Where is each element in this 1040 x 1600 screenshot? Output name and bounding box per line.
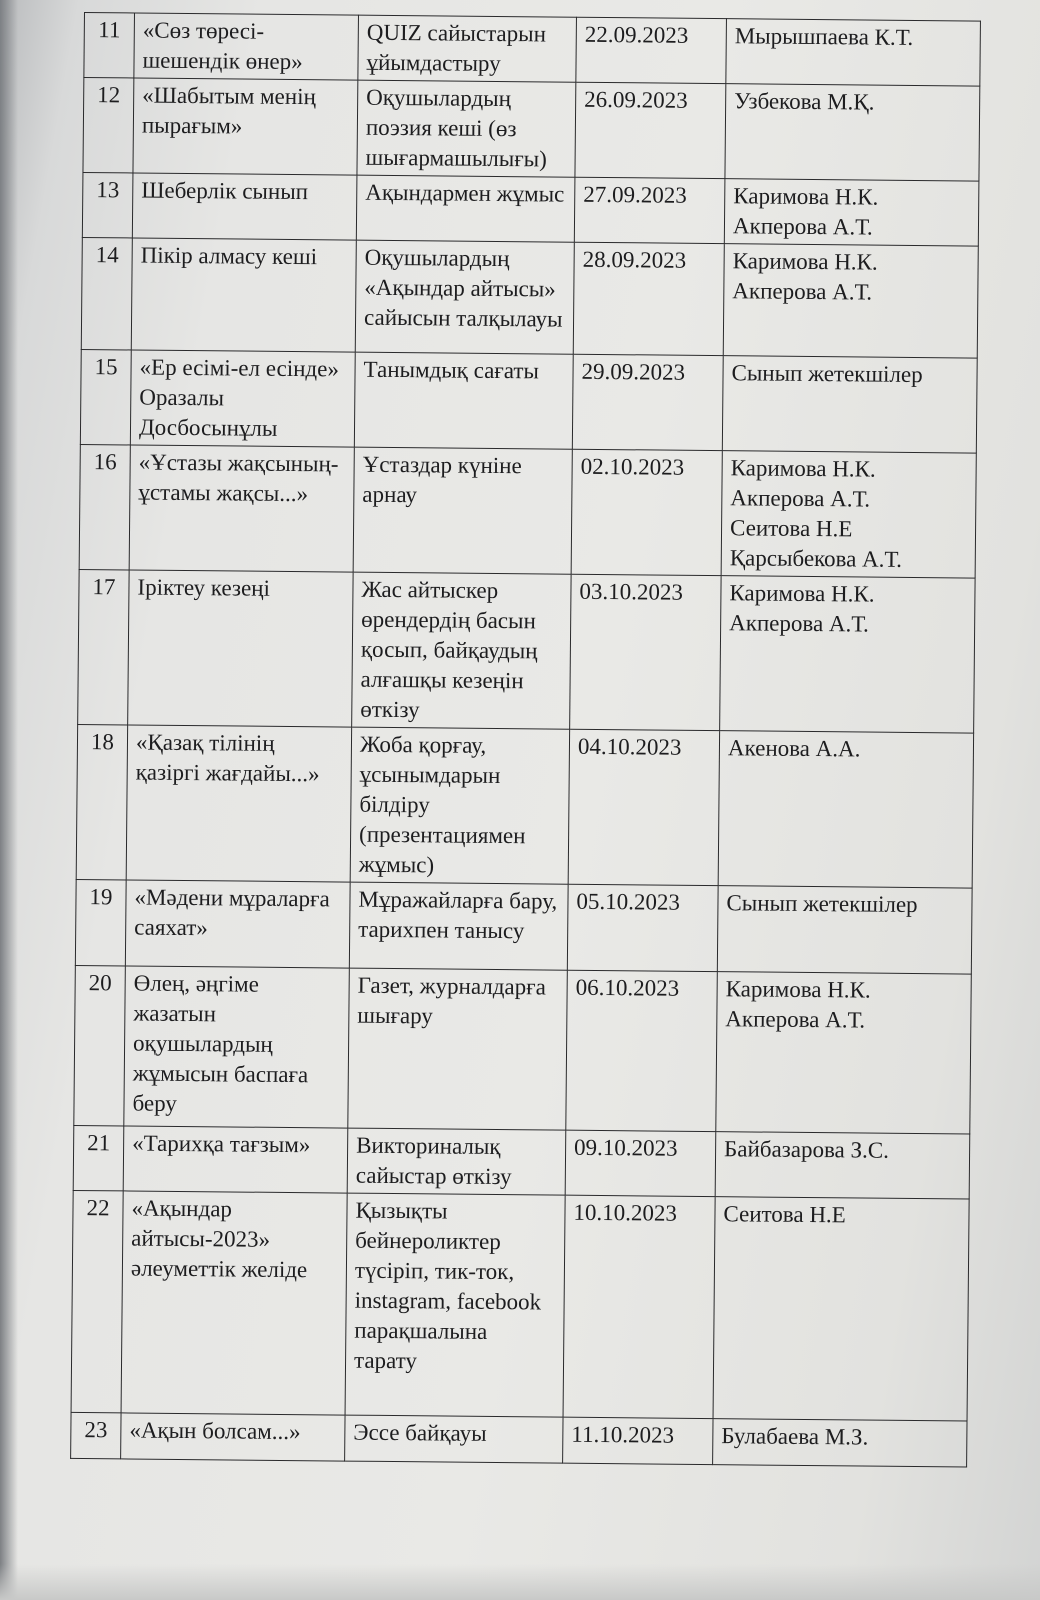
row-number: 16 — [79, 444, 130, 569]
event-date: 06.10.2023 — [566, 970, 718, 1131]
table-row — [75, 879, 972, 974]
event-name: «Ақындар айтысы-2023» әлеуметтік желіде — [121, 1191, 347, 1415]
event-name: Өлең, әңгіме жазатын оқушылардың жұмысын баспаға беру — [124, 966, 350, 1128]
table-row — [74, 965, 971, 1134]
event-form: Эссе байқауы — [345, 1415, 563, 1463]
row-number: 18 — [76, 724, 127, 879]
event-form: Жоба қорғау, ұсынымдарын білдіру (презентациямен жұмыс) — [350, 727, 569, 884]
page-edge-shadow — [0, 0, 18, 1600]
table-row — [71, 1412, 967, 1467]
event-name: «Тарихқа тағзым» — [123, 1126, 348, 1193]
event-form: Ұстаздар күніне арнау — [353, 447, 572, 574]
event-form: Қызықты бейнероликтер түсіріп, тик-ток, instagram, facebook парақшалына тарату — [345, 1193, 565, 1417]
responsible-persons — [716, 972, 972, 1134]
table-row — [82, 172, 979, 246]
responsible-person: Каримова Н.К. — [729, 580, 875, 607]
responsible-person: Каримова Н.К. — [732, 248, 878, 275]
event-date: 22.09.2023 — [576, 17, 727, 83]
responsible-person: Сеитова Н.Е — [729, 515, 853, 542]
event-date: 28.09.2023 — [573, 242, 724, 355]
responsible-persons — [721, 451, 976, 578]
event-name: Пікір алмасу кеші — [131, 238, 356, 352]
responsible-person: Акперова А.Т. — [729, 610, 869, 637]
row-number: 19 — [75, 879, 126, 965]
event-name: «Ер есімі-ел есінде» Оразалы Досбосынұлы — [130, 350, 355, 447]
event-form: Мұражайларға бару, тарихпен танысу — [349, 882, 568, 970]
responsible-person: Сынып жетекшілер — [731, 360, 923, 388]
responsible-person: Мырышпаева К.Т. — [734, 23, 914, 50]
event-date: 05.10.2023 — [567, 884, 718, 971]
responsible-person: Каримова Н.К. — [730, 455, 876, 482]
event-name: «Қазақ тілінің қазіргі жағдайы...» — [126, 725, 351, 882]
responsible-persons — [723, 244, 978, 358]
event-form: Оқушылардың «Ақындар айтысы» сайысын талқылауы — [355, 240, 574, 354]
event-form: Ақындармен жұмыс — [356, 175, 575, 242]
event-date: 27.09.2023 — [574, 177, 725, 243]
event-date: 26.09.2023 — [575, 82, 726, 178]
row-number: 20 — [74, 965, 126, 1125]
event-name: «Сөз төресі-шешендік өнер» — [134, 13, 359, 80]
table-row — [84, 13, 981, 87]
responsible-person: Каримова Н.К. — [725, 976, 871, 1003]
responsible-persons — [724, 179, 979, 246]
responsible-persons — [717, 886, 972, 974]
event-name: «Мәдени мұраларға саяхат» — [125, 880, 350, 968]
event-date: 10.10.2023 — [563, 1195, 715, 1418]
page-bottom-shadow — [0, 1564, 1040, 1600]
responsible-person: Сеитова Н.Е — [723, 1201, 846, 1228]
responsible-person: Сынып жетекшілер — [726, 890, 918, 918]
responsible-person: Узбекова М.Қ. — [734, 88, 875, 115]
table-body — [71, 13, 981, 1468]
row-number: 21 — [73, 1125, 124, 1190]
responsible-person: Қарсыбекова А.Т. — [729, 545, 903, 572]
row-number: 14 — [81, 237, 132, 349]
event-form: Жас айтыскер өрендердің басын қосып, байқаудың алғашқы кезеңін өткізу — [352, 572, 571, 729]
event-form: Оқушылардың поэзия кеші (өз шығармашылығы) — [357, 80, 576, 177]
responsible-person: Акперова А.Т. — [725, 1006, 866, 1033]
event-name: «Ақын болсам...» — [121, 1413, 345, 1461]
table-row — [76, 724, 973, 888]
responsible-persons — [713, 1197, 969, 1421]
event-date: 29.09.2023 — [572, 354, 723, 450]
responsible-persons — [715, 1132, 970, 1199]
responsible-person: Байбазарова З.С. — [723, 1136, 890, 1163]
responsible-persons — [713, 1419, 967, 1467]
table-row — [81, 237, 978, 358]
responsible-person: Акенова А.А. — [727, 735, 861, 762]
responsible-person: Булабаева М.З. — [721, 1423, 869, 1450]
responsible-persons — [722, 356, 977, 453]
row-number: 17 — [78, 569, 129, 724]
event-form: Викториналық сайыстар өткізу — [347, 1128, 566, 1195]
table-row — [78, 569, 975, 733]
event-name: «Ұстазы жақсының-ұстамы жақсы...» — [129, 445, 354, 572]
event-date: 04.10.2023 — [568, 729, 719, 885]
event-form: Газет, журналдарға шығару — [348, 968, 568, 1130]
row-number: 23 — [71, 1412, 121, 1458]
event-form: Танымдық сағаты — [354, 352, 573, 449]
schedule-table-wrapper — [70, 12, 981, 1468]
event-date: 11.10.2023 — [563, 1417, 713, 1464]
responsible-persons — [725, 84, 980, 181]
table-row — [71, 1190, 969, 1421]
event-date: 02.10.2023 — [571, 449, 722, 575]
event-date: 09.10.2023 — [565, 1130, 716, 1196]
row-number: 15 — [80, 349, 131, 444]
responsible-persons — [726, 19, 981, 86]
responsible-person: Акперова А.Т. — [732, 213, 873, 240]
event-date: 03.10.2023 — [570, 574, 721, 730]
event-name: Іріктеу кезеңі — [128, 570, 353, 727]
responsible-persons — [718, 731, 973, 888]
table-row — [83, 78, 980, 182]
responsible-persons — [720, 576, 975, 733]
event-name: Шеберлік сынып — [132, 173, 357, 240]
table-row — [79, 444, 976, 578]
row-number: 22 — [71, 1190, 123, 1412]
table-row — [80, 349, 977, 453]
event-form: QUIZ сайыстарын ұйымдастыру — [358, 15, 577, 82]
responsible-person: Акперова А.Т. — [732, 278, 873, 305]
responsible-person: Акперова А.Т. — [730, 485, 871, 512]
row-number: 12 — [83, 78, 134, 173]
event-name: «Шабытым менің пырағым» — [133, 78, 358, 175]
row-number: 13 — [82, 172, 133, 237]
table-row — [73, 1125, 970, 1199]
responsible-person: Каримова Н.К. — [733, 183, 879, 210]
event-schedule-table — [70, 12, 981, 1468]
row-number: 11 — [84, 13, 135, 78]
